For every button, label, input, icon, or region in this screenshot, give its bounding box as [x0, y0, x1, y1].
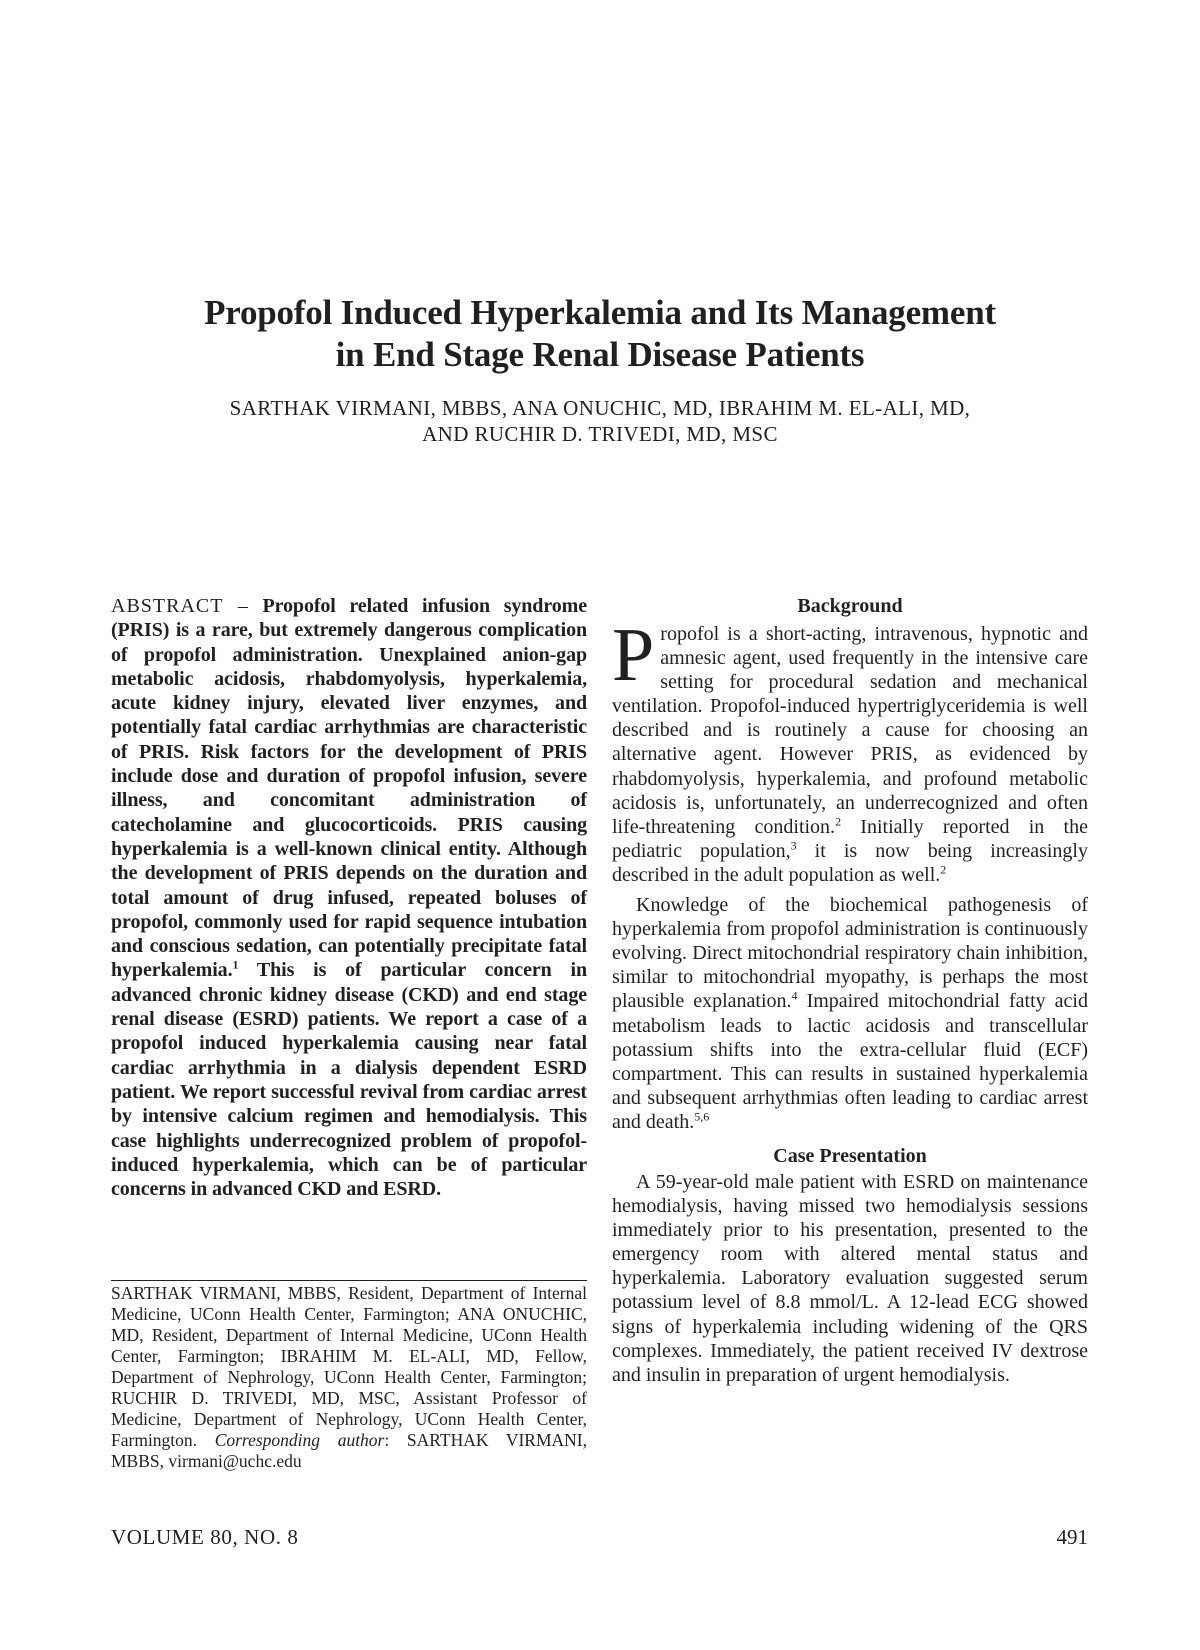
title-line-2: in End Stage Renal Disease Patients: [335, 335, 865, 374]
title-line-1: Propofol Induced Hyperkalemia and Its Management: [204, 293, 996, 332]
citation-3: 3: [790, 838, 797, 853]
background-p1-text-c: it is now being increasingly described in the adult population as well.: [612, 839, 1088, 886]
footer-volume: VOLUME 80, NO. 8: [111, 1525, 299, 1549]
author-affiliations: [111, 1283, 587, 1472]
background-paragraph-2: [612, 893, 1088, 1134]
citation-5-6: 5,6: [694, 1109, 710, 1124]
citation-1: 1: [232, 957, 239, 972]
citation-2: 2: [835, 814, 842, 829]
affiliation-divider: [111, 1280, 587, 1281]
background-p1-text-b: Initially reported in the pediatric population,: [612, 815, 1088, 862]
background-p2-text-b: Impaired mitochondrial fatty acid metabolism leads to lactic acidosis and transcellular potassium shifts into the extra-cellular fluid (ECF) compartment. This can results in sustained hyperkalemia and subsequent arrhythmias often leading to cardiac arrest and death.: [612, 990, 1088, 1133]
footer-page-number: 491: [1056, 1525, 1088, 1549]
abstract-text-2: This is of particular concern in advanced chronic kidney disease (CKD) and end stage renal disease (ESRD) patients. We report a case of a propofol induced hyperkalemia causing near fatal cardiac arrhythmia in a dialysis dependent ESRD patient. We report successful revival from cardiac arrest by intensive calcium regimen and hemodialysis. This case highlights underrecognized problem of propofol-induced hyperkalemia, which can be of particular concerns in advanced CKD and ESRD.: [111, 959, 587, 1201]
citation-2b: 2: [940, 862, 947, 877]
case-presentation-heading: Case Presentation: [773, 1144, 927, 1167]
left-column: [111, 594, 587, 1201]
author-list: [100, 395, 1100, 447]
background-paragraph-1: [612, 613, 1088, 887]
article-title: [100, 292, 1100, 376]
corresponding-author-label: Corresponding author: [214, 1430, 385, 1450]
background-p2-text-a: Knowledge of the biochemical pathogenesis of hyperkalemia from propofol administration is continuously evolving. Direct mitochondrial respiratory chain inhibition, similar to mitochondrial myopathy, is perhaps the most plausible explanation.: [612, 894, 1088, 1013]
affiliation-text: SARTHAK VIRMANI, MBBS, Resident, Department of Internal Medicine, UConn Health Center, Farmington; ANA ONUCHIC, MD, Resident, Department of Internal Medicine, UConn Health Center, Farmington; IBRAHIM M. EL-ALI, MD, Fellow, Department of Nephrology, UConn Health Center, Farmington; RUCHIR D. TRIVEDI, MD, MSC, Assistant Professor of Medicine, Department of Nephrology, UConn Health Center, Farmington.: [111, 1283, 587, 1450]
background-heading: Background: [797, 595, 903, 617]
background-p1-text-a: Propofol is a short-acting, intravenous, hypnotic and amnesic agent, used frequently in the intensive care setting for procedural sedation and mechanical ventilation. Propofol-induced hypertriglyceridemia is well described and is routinely a cause for choosing an alternative agent. However PRIS, as evidenced by rhabdomyolysis, hyperkalemia, and profound metabolic acidosis is, unfortunately, an underrecognized and often life-threatening condition.: [612, 613, 1088, 838]
abstract: [111, 594, 587, 1201]
citation-4: 4: [791, 988, 798, 1003]
right-column: [612, 594, 1088, 1387]
abstract-label: ABSTRACT –: [111, 595, 249, 617]
authors-line-1: SARTHAK VIRMANI, MBBS, ANA ONUCHIC, MD, IBRAHIM M. EL-ALI, MD,: [229, 396, 971, 420]
authors-line-2: AND RUCHIR D. TRIVEDI, MD, MSC: [422, 422, 778, 446]
abstract-text: Propofol related infusion syndrome (PRIS) is a rare, but extremely dangerous complication of propofol administration. Unexplained anion-gap metabolic acidosis, rhabdomyolysis, hyperkalemia, acute kidney injury, elevated liver enzymes, and potentially fatal cardiac arrhythmias are characteristic of PRIS. Risk factors for the development of PRIS include dose and duration of propofol infusion, severe illness, and concomitant administration of catecholamine and glucocorticoids. PRIS causing hyperkalemia is a well-known clinical entity. Although the development of PRIS depends on the duration and total amount of drug infused, repeated boluses of propofol, commonly used for rapid sequence intubation and conscious sedation, can potentially precipitate fatal hyperkalemia.: [111, 595, 587, 982]
corresponding-author-text: : SARTHAK VIRMANI, MBBS, virmani@uchc.edu: [111, 1430, 587, 1471]
case-paragraph-1: A 59-year-old male patient with ESRD on maintenance hemodialysis, having missed two hemodialysis sessions immediately prior to his presentation, presented to the emergency room with altered mental status and hyperkalemia. Laboratory evaluation suggested serum potassium level of 8.8 mmol/L. A 12-lead ECG showed signs of hyperkalemia including widening of the QRS complexes. Immediately, the patient received IV dextrose and insulin in preparation of urgent hemodialysis.: [612, 1170, 1088, 1386]
